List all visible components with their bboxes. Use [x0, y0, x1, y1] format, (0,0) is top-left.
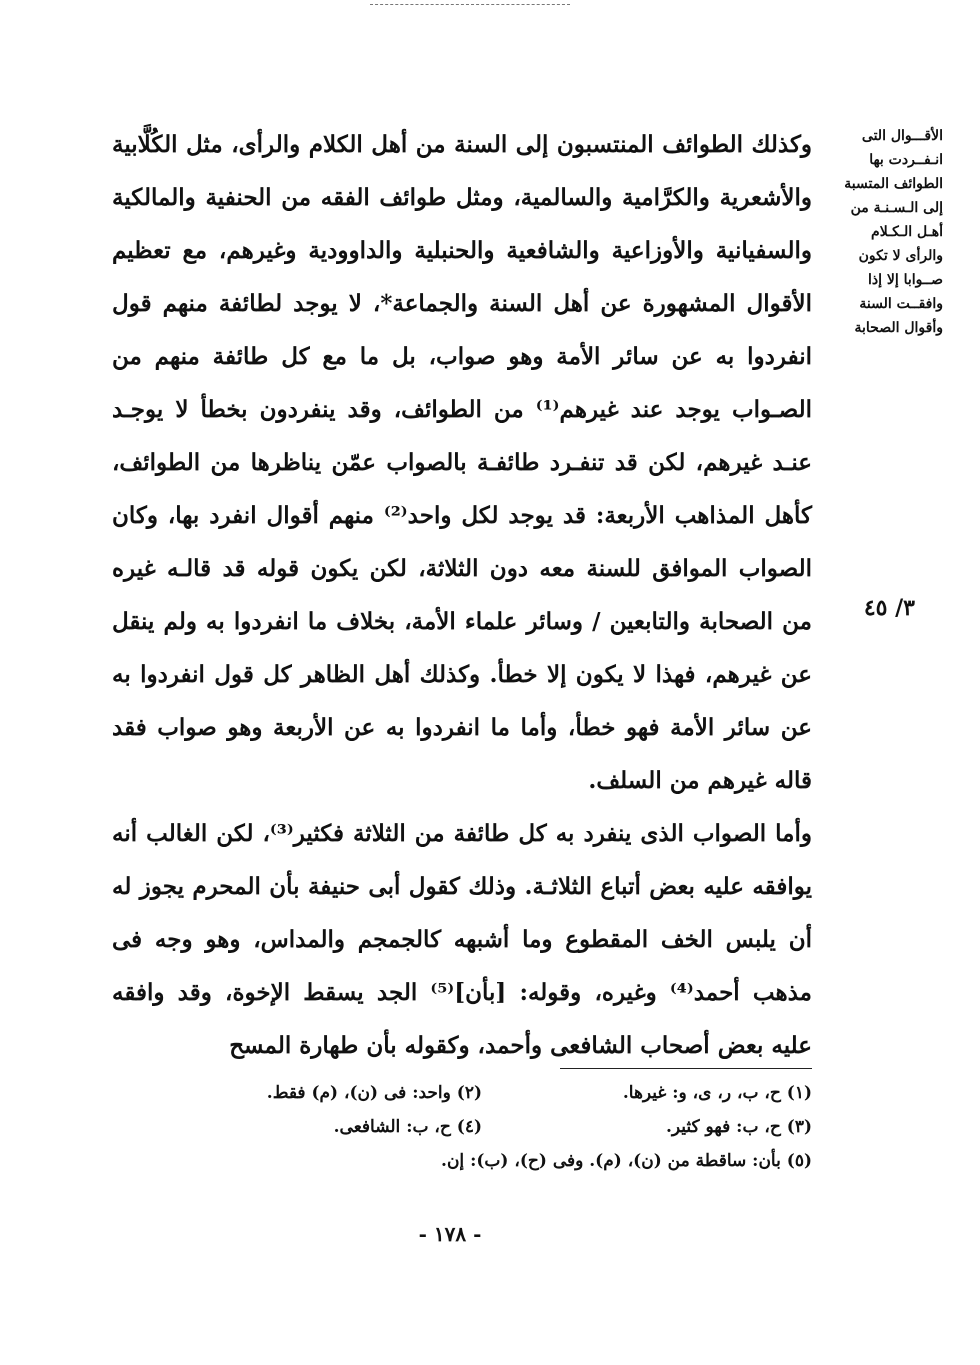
- footnote: (١) ح، ب، ر، ى، و: غيرها.: [622, 1083, 812, 1103]
- top-rule: [370, 4, 570, 7]
- margin-heading-line: والرأى لا تكون: [858, 248, 943, 264]
- margin-heading-line: أهـل الـكـلام: [871, 224, 943, 240]
- footnotes: [200, 1076, 812, 1178]
- footnote-row: [200, 1144, 812, 1178]
- margin-heading-line: وأقوال الصحابة: [854, 320, 943, 336]
- paragraph: وأما الصواب الذى ينفرد به كل طائفة من الثلاثة فكثير⁽³⁾، لكن الغالب أنه يوافقه عليه بعض أتباع الثلاثـة. وذلك كقول أبى حنيفة بأن المحرم يجوز له أن يلبس الخف المقطوع وما أشبهه كالجمجم والمداس، وهو وجه فى مذهب أحمد⁽⁴⁾ وغيره، وقوله: [بأن]⁽⁵⁾ الجد يسقط الإخوة، وقد وافقه عليه بعض أصحاب الشافعى وأحمد، وكقوله بأن طهارة المسح: [112, 820, 812, 1059]
- body-text: [112, 118, 812, 1072]
- margin-heading: [835, 124, 943, 340]
- margin-heading-line: وافقــت السنة: [859, 296, 943, 312]
- paragraph: وكذلك الطوائف المنتسبون إلى السنة من أهل الكلام والرأى، مثل الكُلَّابية والأشعرية والكرَّامية والسالمية، ومثل طوائف الفقه من الحنفية والمالكية والسفيانية والأوزاعية والشافعية والحنبلية والداوودية وغيرهم، مع تعظيم الأقوال المشهورة عن أهل السنة والجماعة*، لا يوجد لطائفة منهم قول انفردوا به عن سائر الأمة وهو صواب، بل ما مع كل طائفة منهم من الصـواب يوجد عند غيرهم⁽¹⁾ من الطوائف، وقد ينفردون بخطأ لا يوجـد عنـد غيرهم، لكن قد تنفـرد طائفـة بالصواب عمّن يناظرها من الطوائف، كأهل المذاهب الأربعة: قد يوجد لكل واحد⁽²⁾ منهم أقوال انفرد بها، وكان الصواب الموافق للسنة معه دون الثلاثة، لكن يكون قوله قد قالـه غيره من الصحابة والتابعين / وسائر علماء الأمة، بخلاف ما انفردوا به ولم ينقل عن غيرهم، فهذا لا يكون إلا خطأ. وكذلك أهل الظاهر كل قول انفردوا به عن سائر الأمة فهو خطأ، وأما ما انفردوا به عن الأربعة وهو صواب فقد قاله غيرهم من السلف.: [112, 131, 813, 794]
- page-number: - ١٧٨ -: [418, 1222, 482, 1246]
- footnote: (٢) واحد: فى (ن)، (م) فقط.: [266, 1083, 482, 1103]
- margin-heading-line: انـفــردت بها: [869, 152, 943, 168]
- footnote-separator: [560, 1068, 812, 1069]
- margin-heading-line: صــوابا إلا إذا: [867, 272, 943, 288]
- footnote: (٤) ح، ب: الشافعى.: [333, 1117, 482, 1137]
- margin-heading-line: الطوائف المتسبة: [844, 176, 943, 192]
- footnote-row: [200, 1110, 812, 1144]
- volume-page-reference: ٣/ ٤٥: [863, 595, 915, 621]
- margin-heading-line: الأقـــوال التى: [861, 128, 943, 144]
- footnote: (٥) بأن: ساقطة من (ن)، (م). وفى (ح)، (ب): إن.: [441, 1151, 812, 1171]
- margin-heading-line: إلى الـسـنـة من: [850, 200, 943, 216]
- footnote: (٣) ح، ب: فهو كثير.: [665, 1117, 812, 1137]
- footnote-row: [200, 1076, 812, 1110]
